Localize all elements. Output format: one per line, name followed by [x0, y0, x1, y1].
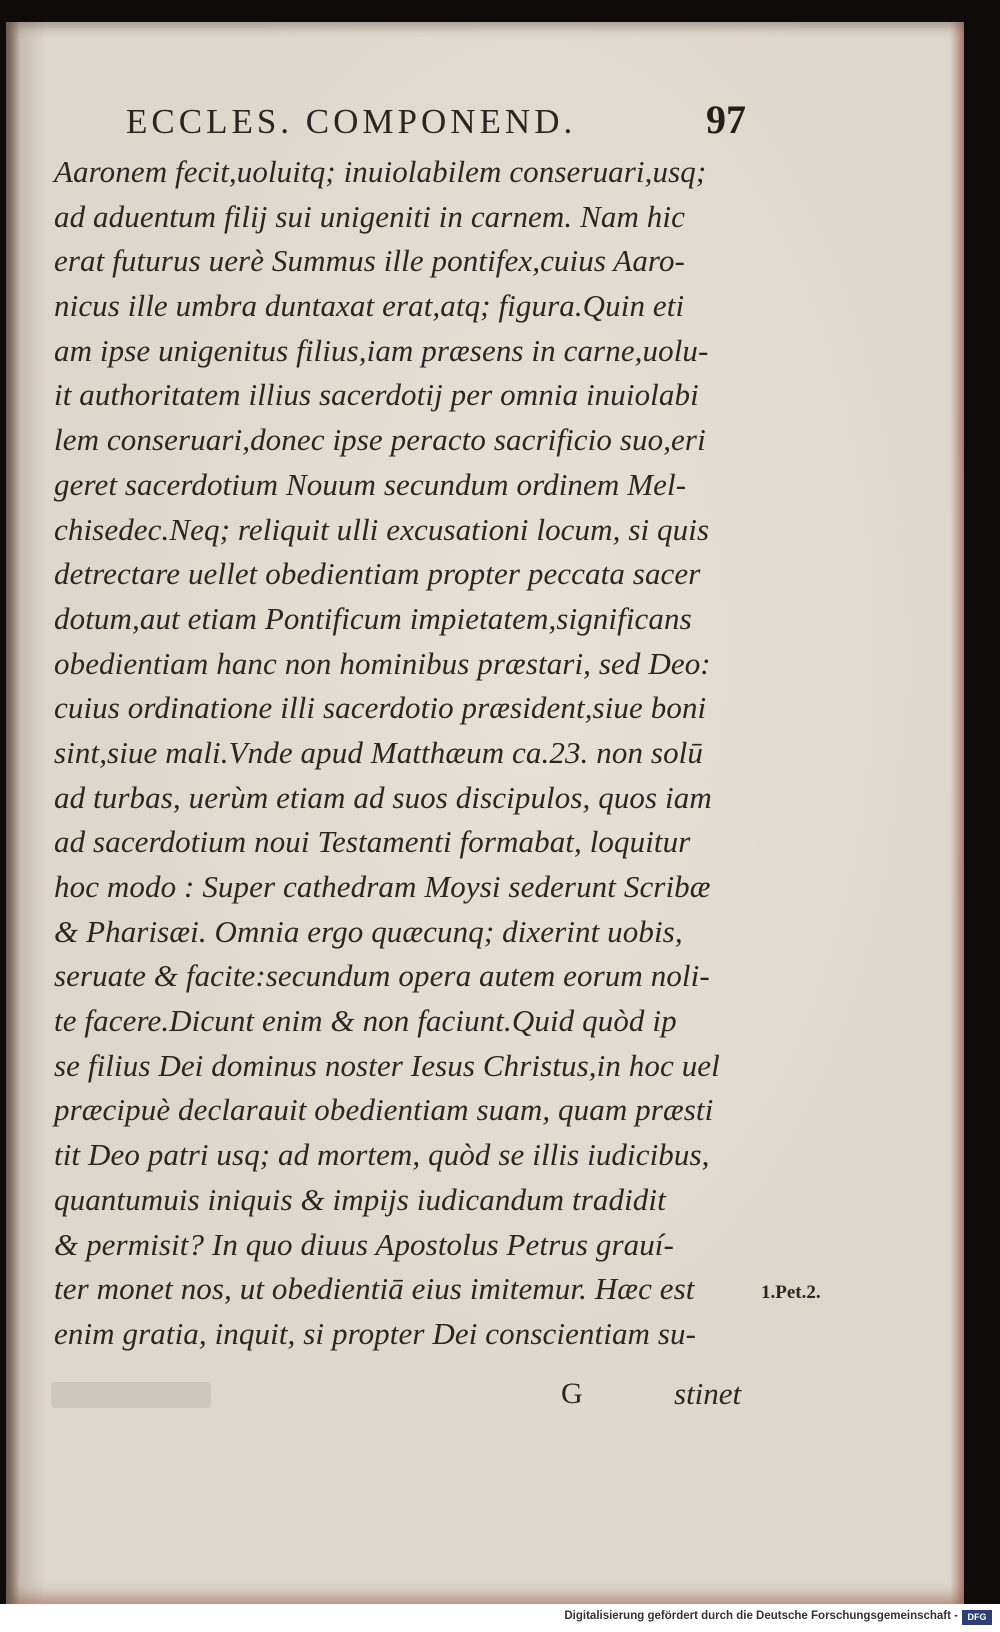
text-line: geret sacerdotium Nouum secundum ordinem Mel-: [54, 466, 687, 502]
text-line: obedientiam hanc non hominibus præstari, sed Deo:: [54, 645, 711, 681]
funding-credit: Digitalisierung gefördert durch die Deutsche Forschungsgemeinschaft -: [564, 1610, 958, 1622]
book-page: [6, 22, 964, 1604]
signature-mark: G: [561, 1377, 583, 1410]
text-line: it authoritatem illius sacerdotij per omnia inuiolabi: [54, 377, 699, 413]
text-line: se filius Dei dominus noster Iesus Christus,in hoc uel: [54, 1047, 720, 1083]
text-line: cuius ordinatione illi sacerdotio præsident,siue boni: [54, 690, 707, 726]
text-line: chisedec.Neq; reliquit ulli excusationi locum, si quis: [54, 511, 710, 547]
text-line: & Pharisæi. Omnia ergo quæcunq; dixerint uobis,: [54, 913, 683, 949]
margin-note: 1.Pet.2.: [761, 1282, 821, 1303]
show-through-ink: [51, 1382, 211, 1408]
text-line: detrectare uellet obedientiam propter peccata sacer: [54, 556, 701, 592]
text-line: am ipse unigenitus filius,iam præsens in carne,uolu-: [54, 332, 709, 368]
page-header: [126, 88, 746, 150]
text-line: dotum,aut etiam Pontificum impietatem,significans: [54, 600, 692, 636]
text-line: Aaronem fecit,uoluitq; inuiolabilem conseruari,usq;: [54, 154, 707, 189]
text-line: ad sacerdotium noui Testamenti formabat, loquitur: [54, 824, 691, 860]
page-number: 97: [706, 97, 746, 142]
text-line: sint,siue mali.Vnde apud Matthæum ca.23. non solū: [54, 734, 703, 770]
catchword: stinet: [674, 1376, 742, 1411]
text-line: ad turbas, uerùm etiam ad suos discipulos, quos iam: [54, 779, 712, 815]
main-text-block: [54, 150, 754, 1357]
text-line: ad aduentum filij sui unigeniti in carnem. Nam hic: [54, 198, 685, 234]
text-line: nicus ille umbra duntaxat erat,atq; figura.Quin eti: [54, 288, 685, 324]
page-gutter-shadow: [6, 22, 20, 1604]
text-line: tit Deo patri usq; ad mortem, quòd se illis iudicibus,: [54, 1137, 710, 1173]
text-line: & permisit? In quo diuus Apostolus Petrus grauí-: [54, 1226, 674, 1262]
digitization-footer: [0, 1604, 1000, 1632]
text-line: te facere.Dicunt enim & non faciunt.Quid quòd ip: [54, 1003, 677, 1039]
text-line: enim gratia, inquit, si propter Dei conscientiam su-: [54, 1315, 697, 1351]
text-line: quantumuis iniquis & impijs iudicandum tradidit: [54, 1181, 666, 1217]
running-title: ECCLES. COMPONEND.: [126, 102, 577, 141]
dfg-logo: DFG: [962, 1610, 992, 1625]
text-line: seruate & facite:secundum opera autem eorum noli-: [54, 958, 710, 994]
text-line: erat futurus uerè Summus ille pontifex,cuius Aaro-: [54, 243, 685, 279]
text-line: ter monet nos, ut obedientiā eius imitemur. Hæc est: [54, 1271, 695, 1307]
text-line: præcipuè declarauit obedientiam suam, quam præsti: [54, 1092, 714, 1128]
text-line: hoc modo : Super cathedram Moysi sederunt Scribæ: [54, 869, 711, 904]
text-line: lem conseruari,donec ipse peracto sacrificio suo,eri: [54, 422, 706, 458]
